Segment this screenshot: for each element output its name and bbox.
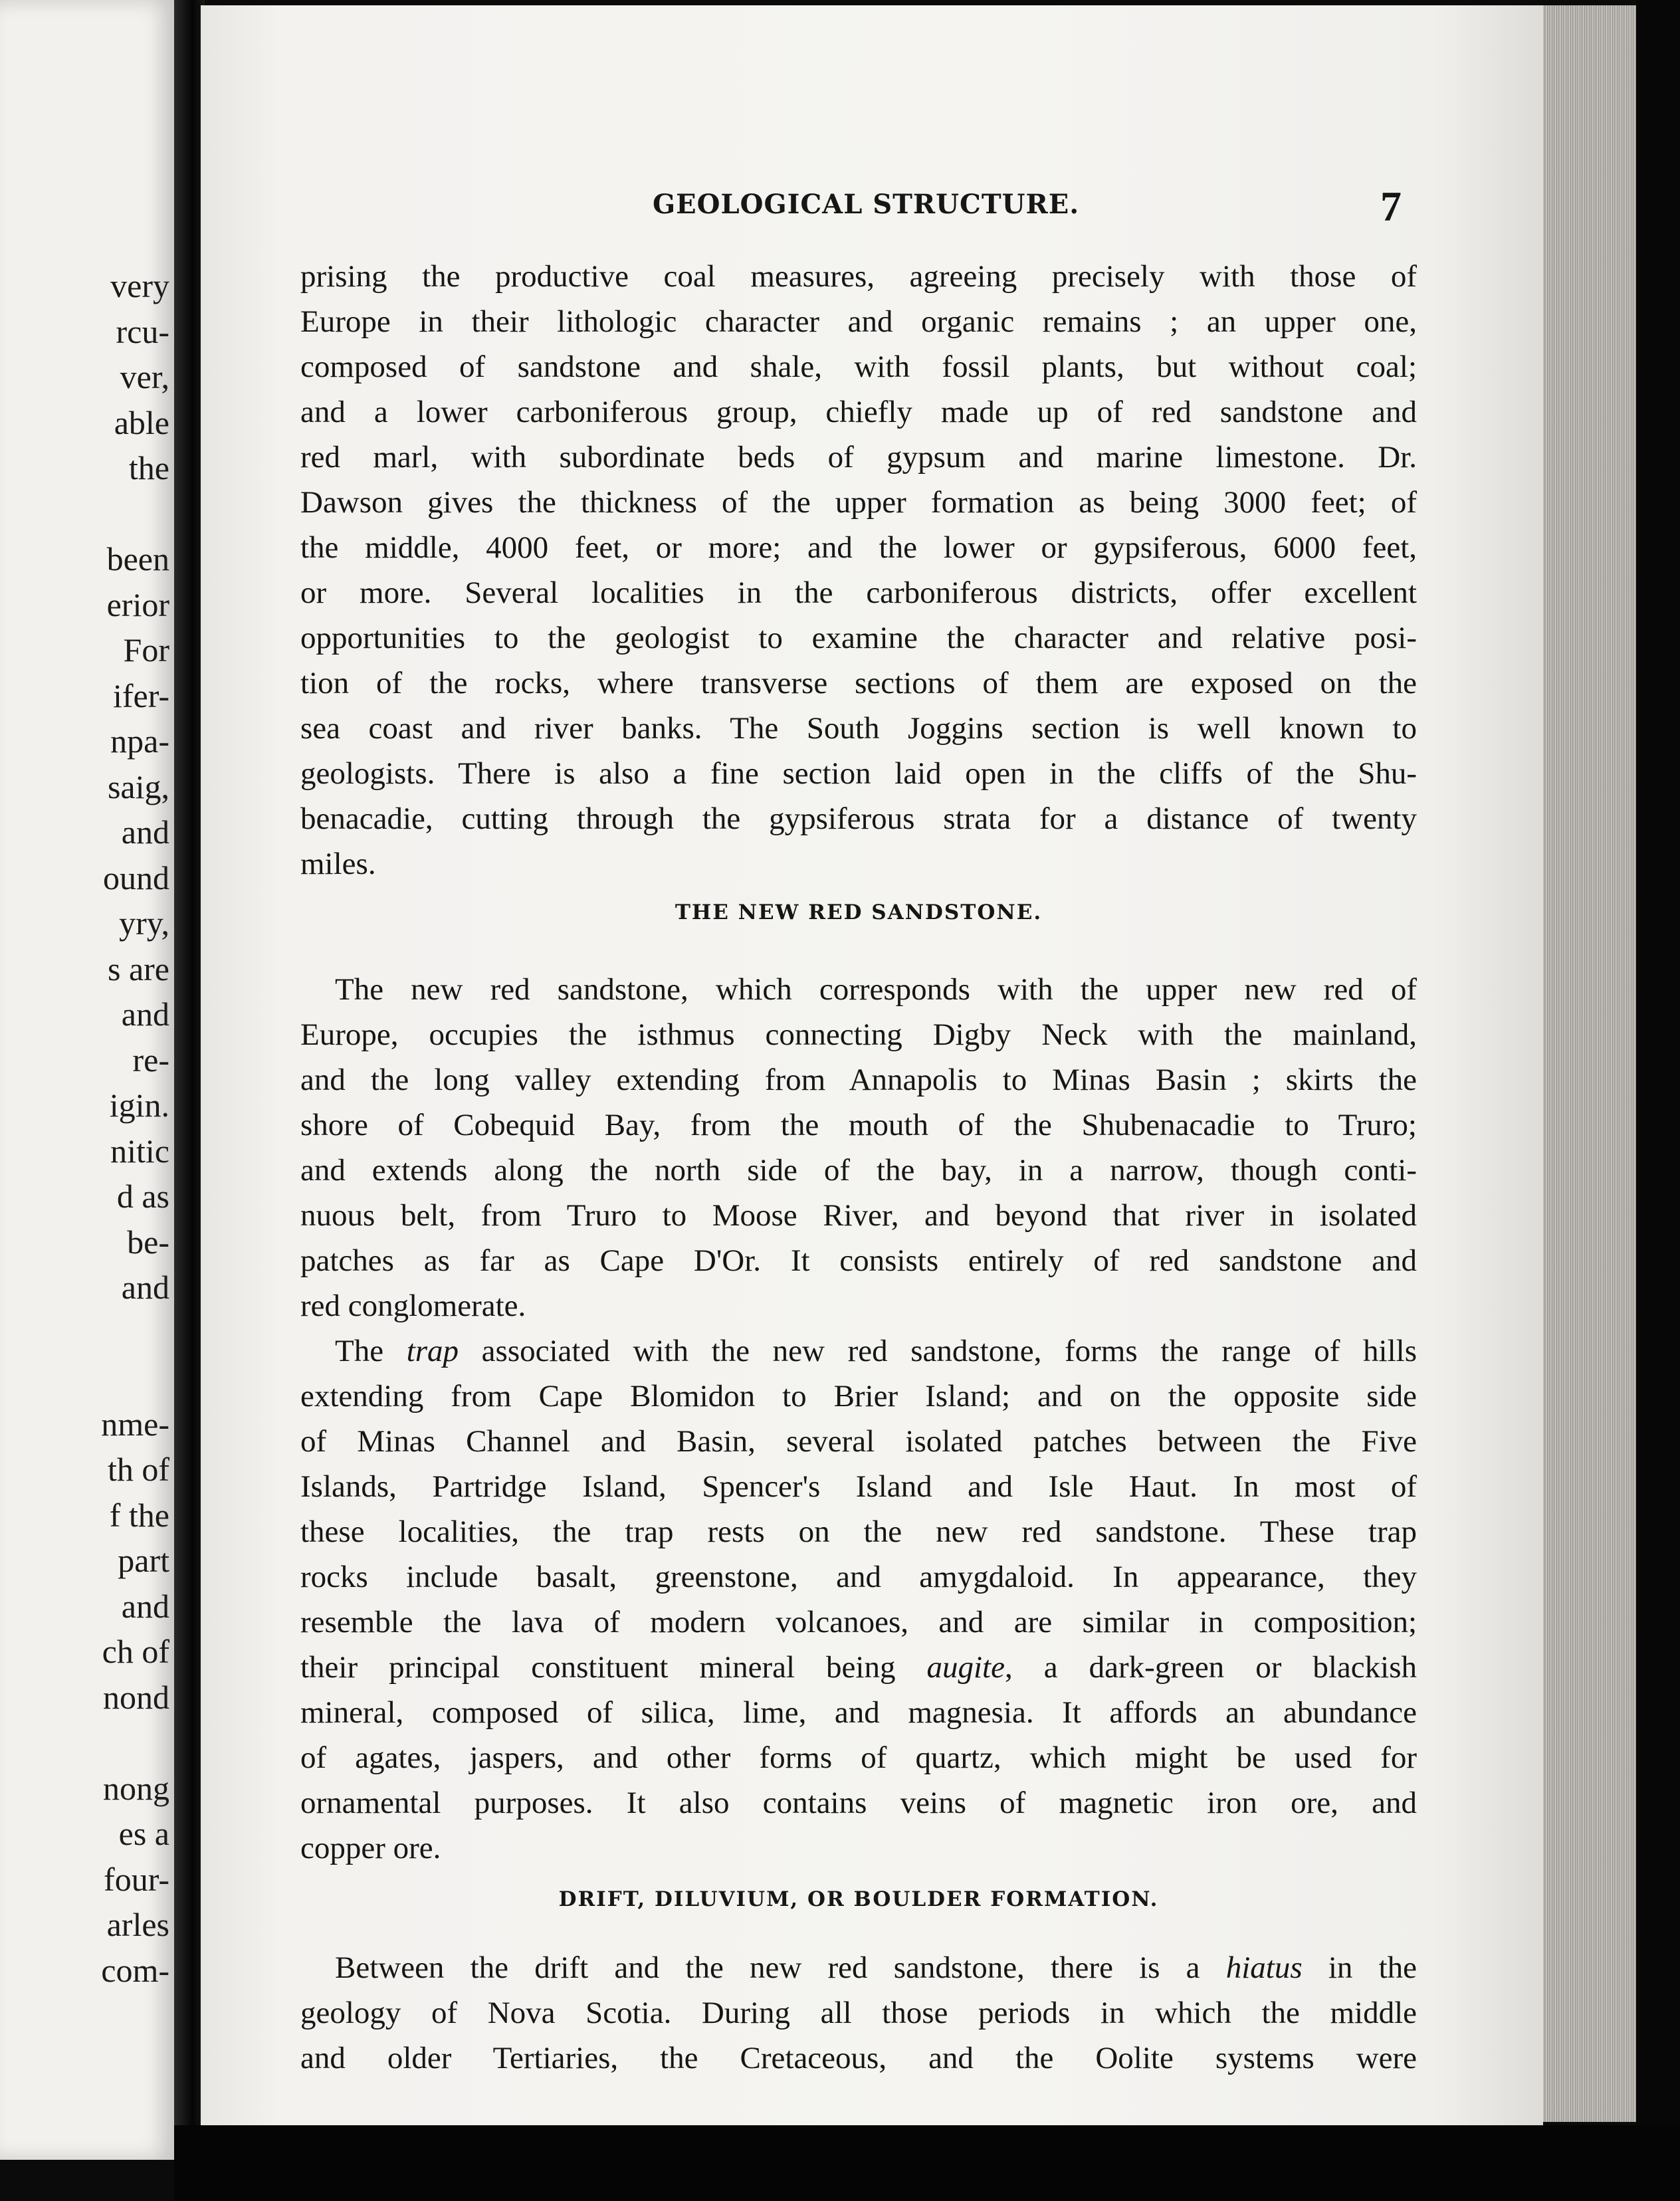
paragraph-4-line: and older Tertiaries, the Cretaceous, and the Oolite systems were — [300, 2041, 1417, 2075]
text-run: Between the drift and the new red sandstone, there is a — [335, 1950, 1226, 1985]
left-page-text-fragments — [0, 0, 174, 2160]
paragraph-3-line: extending from Cape Blomidon to Brier Island; and on the opposite side — [300, 1379, 1417, 1414]
left-page-line: the — [128, 449, 169, 486]
paragraph-2-line: nuous belt, from Truro to Moose River, and beyond that river in isolated — [300, 1198, 1417, 1233]
paragraph-1-line: tion of the rocks, where transverse sections of them are exposed on the — [300, 666, 1417, 700]
text-run: , a dark-green or blackish — [1004, 1650, 1417, 1685]
left-page-line: and — [121, 1269, 169, 1306]
page-edges — [1543, 5, 1636, 2122]
section-heading-drift: DRIFT, DILUVIUM, OR BOULDER FORMATION. — [558, 1887, 1159, 1911]
paragraph-2-line: and extends along the north side of the bay, in a narrow, though conti- — [300, 1153, 1417, 1188]
paragraph-1-line: sea coast and river banks. The South Joggins section is well known to — [300, 711, 1417, 746]
left-page-line: part — [118, 1542, 169, 1579]
left-page-line: ound — [103, 859, 169, 896]
left-page-line: s are — [108, 950, 169, 988]
paragraph-2-line: red conglomerate. — [300, 1289, 526, 1323]
left-page-line: and — [121, 813, 169, 851]
left-page-line: ver, — [120, 358, 169, 395]
paragraph-2-line: Europe, occupies the isthmus connecting Digby Neck with the mainland, — [300, 1017, 1417, 1052]
left-page-line: igin. — [109, 1087, 169, 1124]
paragraph-2-line: and the long valley extending from Annapolis to Minas Basin ; skirts the — [300, 1063, 1417, 1097]
paragraph-3-line: mineral, composed of silica, lime, and magnesia. It affords an abundance — [300, 1695, 1417, 1730]
left-page-line: and — [121, 996, 169, 1033]
paragraph-3-line — [300, 1652, 1417, 1683]
paragraph-3-line: Islands, Partridge Island, Spencer's Island and Isle Haut. In most of — [300, 1469, 1417, 1504]
paragraph-3-line: of Minas Channel and Basin, several isolated patches between the Five — [300, 1424, 1417, 1459]
left-page-line: ifer- — [112, 677, 169, 714]
text-run: The — [335, 1334, 407, 1368]
left-page-line: re- — [132, 1041, 169, 1079]
paragraph-1-line: Dawson gives the thickness of the upper formation as being 3000 feet; of — [300, 485, 1417, 520]
left-page-line: nme- — [101, 1405, 169, 1443]
left-page-line: For — [123, 631, 169, 669]
paragraph-1-line: Europe in their lithologic character and organic remains ; an upper one, — [300, 304, 1417, 339]
paragraph-2-line: shore of Cobequid Bay, from the mouth of the Shubenacadie to Truro; — [300, 1108, 1417, 1142]
section-heading-new-red-sandstone: THE NEW RED SANDSTONE. — [675, 900, 1043, 924]
page-number: 7 — [1380, 183, 1402, 230]
paragraph-3-line: resemble the lava of modern volcanoes, and are similar in composition; — [300, 1605, 1417, 1639]
paragraph-3-line: rocks include basalt, greenstone, and amygdaloid. In appearance, they — [300, 1560, 1417, 1594]
paragraph-3-line — [335, 1336, 1417, 1367]
left-page-line: erior — [106, 585, 169, 623]
text-run: associated with the new red sandstone, forms the range of hills — [459, 1334, 1417, 1368]
italic-term-augite: augite — [926, 1650, 1005, 1685]
page-header — [201, 183, 1543, 230]
left-page-line: saig, — [107, 768, 169, 805]
background-bottom — [174, 2125, 1680, 2201]
left-page-line: four- — [104, 1860, 169, 1898]
left-page-line: ch of — [102, 1633, 169, 1670]
left-page-line: npa- — [110, 722, 169, 760]
paragraph-3-line: ornamental purposes. It also contains veins of magnetic iron ore, and — [300, 1786, 1417, 1820]
paragraph-3-line: of agates, jaspers, and other forms of quartz, which might be used for — [300, 1740, 1417, 1775]
paragraph-4-line — [335, 1952, 1417, 1984]
left-page-line: very — [110, 267, 169, 304]
left-page-line: f the — [109, 1496, 169, 1534]
left-page-line: d as — [116, 1178, 169, 1215]
paragraph-1-line: opportunities to the geologist to examine the character and relative posi- — [300, 621, 1417, 655]
left-page-line: th of — [107, 1451, 169, 1488]
left-page-line: es a — [118, 1815, 169, 1852]
paragraph-1-line: prising the productive coal measures, agreeing precisely with those of — [300, 259, 1417, 294]
italic-term-hiatus: hiatus — [1225, 1950, 1303, 1985]
left-page-line: rcu- — [116, 312, 169, 350]
left-page-line: arles — [106, 1906, 169, 1943]
paragraph-1-line: the middle, 4000 feet, or more; and the lower or gypsiferous, 6000 feet, — [300, 530, 1417, 565]
paragraph-3-line: copper ore. — [300, 1831, 441, 1865]
paragraph-4-line: geology of Nova Scotia. During all those periods in which the middle — [300, 1996, 1417, 2030]
left-page-line: and — [121, 1587, 169, 1625]
italic-term-trap: trap — [406, 1334, 459, 1368]
left-page-line: yry, — [119, 904, 169, 942]
paragraph-3-line: these localities, the trap rests on the new red sandstone. These trap — [300, 1515, 1417, 1549]
background-shadow — [1636, 0, 1680, 2201]
paragraph-1-line: composed of sandstone and shale, with fossil plants, but without coal; — [300, 350, 1417, 384]
left-page-line: be- — [127, 1223, 169, 1261]
paragraph-1-line: geologists. There is also a fine section laid open in the cliffs of the Shu- — [300, 756, 1417, 791]
paragraph-1-line: miles. — [300, 847, 376, 881]
left-facing-page — [0, 0, 174, 2160]
paragraph-2-line: The new red sandstone, which corresponds with the upper new red of — [335, 972, 1417, 1007]
left-page-line: nitic — [110, 1132, 169, 1170]
paragraph-2-line: patches as far as Cape D'Or. It consists entirely of red sandstone and — [300, 1243, 1417, 1278]
running-title: GEOLOGICAL STRUCTURE. — [653, 189, 1080, 220]
left-page-line: been — [106, 540, 169, 577]
text-run: in the — [1302, 1950, 1417, 1985]
left-page-line: com- — [101, 1951, 169, 1989]
left-page-line: nong — [103, 1769, 169, 1807]
paragraph-1-line: or more. Several localities in the carboniferous districts, offer excellent — [300, 576, 1417, 610]
paragraph-1-line: red marl, with subordinate beds of gypsum and marine limestone. Dr. — [300, 440, 1417, 474]
book-page — [201, 5, 1543, 2125]
paragraph-1-line: benacadie, cutting through the gypsiferous strata for a distance of twenty — [300, 801, 1417, 836]
left-page-line: able — [114, 403, 169, 441]
paragraph-1-line: and a lower carboniferous group, chiefly made up of red sandstone and — [300, 395, 1417, 429]
text-run: their principal constituent mineral being — [300, 1650, 927, 1685]
left-page-line: nond — [103, 1678, 169, 1716]
